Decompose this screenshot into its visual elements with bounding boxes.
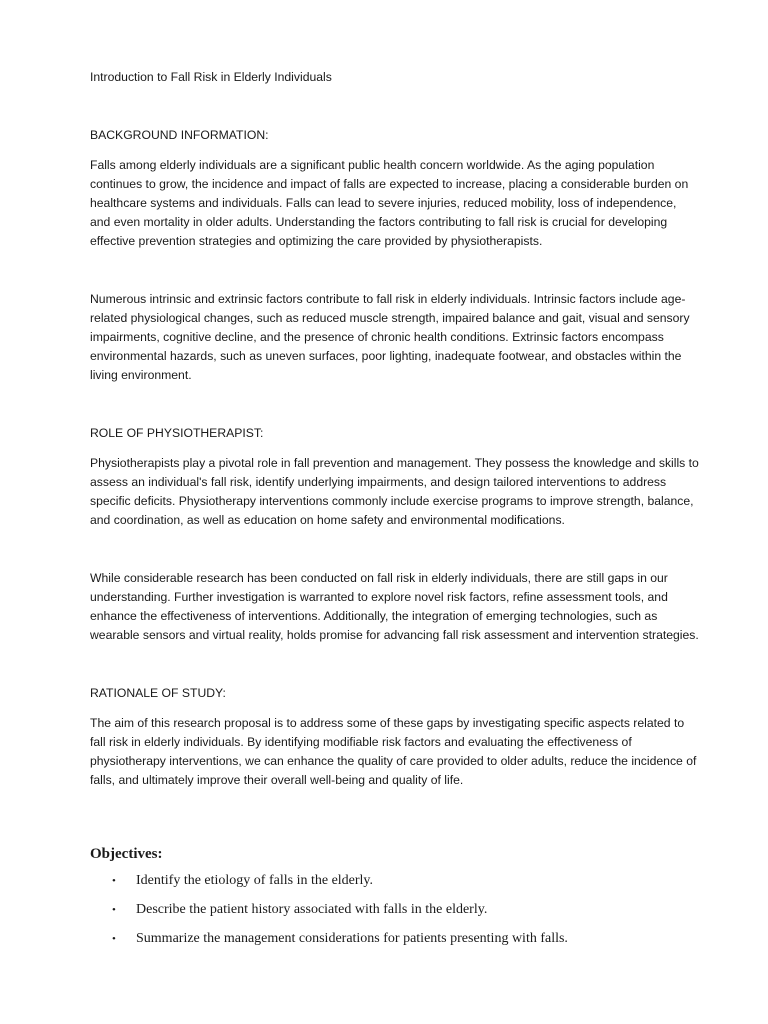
objectives-list [90, 872, 710, 948]
section-heading-rationale: RATIONALE OF STUDY: [90, 686, 226, 700]
section-heading-role: ROLE OF PHYSIOTHERAPIST: [90, 426, 264, 440]
objectives-section [90, 844, 710, 959]
list-item [90, 872, 710, 890]
bullet-icon: • [112, 933, 116, 945]
paragraph: While considerable research has been conducted on fall risk in elderly individuals, there are still gaps in our understanding. Further investigation is warranted to explore novel risk factors, refine assessment tools, and enhance the effectiveness of interventions. Additionally, the integration of emerging technologies, such as wearable sensors and virtual reality, holds promise for advancing fall risk assessment and intervention strategies. [90, 571, 699, 642]
bullet-icon: • [112, 904, 116, 916]
list-item [90, 901, 710, 919]
section-heading-background: BACKGROUND INFORMATION: [90, 128, 269, 142]
bullet-icon: • [112, 875, 116, 887]
paragraph: Falls among elderly individuals are a significant public health concern worldwide. As the aging population continues to grow, the incidence and impact of falls are expected to increase, placing a considerable burden on healthcare systems and individuals. Falls can lead to severe injuries, reduced mobility, loss of independence, and even mortality in older adults. Understanding the factors contributing to fall risk is crucial for developing effective prevention strategies and optimizing the care provided by physiotherapists. [90, 158, 689, 248]
objectives-heading: Objectives: [90, 846, 163, 862]
objective-text: Describe the patient history associated with falls in the elderly. [136, 902, 488, 917]
paragraph: Physiotherapists play a pivotal role in fall prevention and management. They possess the knowledge and skills to assess an individual's fall risk, identify underlying impairments, and design tailored interventions to address specific deficits. Physiotherapy interventions commonly include exercise programs to improve strength, balance, and coordination, as well as education on home safety and environmental modifications. [90, 456, 699, 527]
list-item [90, 930, 710, 948]
document-title: Introduction to Fall Risk in Elderly Individuals [90, 70, 332, 84]
paragraph: The aim of this research proposal is to address some of these gaps by investigating specific aspects related to fall risk in elderly individuals. By identifying modifiable risk factors and evaluating the effectiveness of physiotherapy interventions, we can enhance the quality of care provided to older adults, reduce the incidence of falls, and ultimately improve their overall well-being and quality of life. [90, 716, 697, 787]
objective-text: Identify the etiology of falls in the elderly. [136, 873, 374, 888]
document-body [90, 68, 700, 829]
paragraph: Numerous intrinsic and extrinsic factors contribute to fall risk in elderly individuals. Intrinsic factors include age-related physiological changes, such as reduced muscle strength, impaired balance and gait, visual and sensory impairments, cognitive decline, and the presence of chronic health conditions. Extrinsic factors encompass environmental hazards, such as uneven surfaces, poor lighting, inadequate footwear, and obstacles within the living environment. [90, 292, 690, 382]
objective-text: Summarize the management considerations for patients presenting with falls. [136, 931, 568, 946]
